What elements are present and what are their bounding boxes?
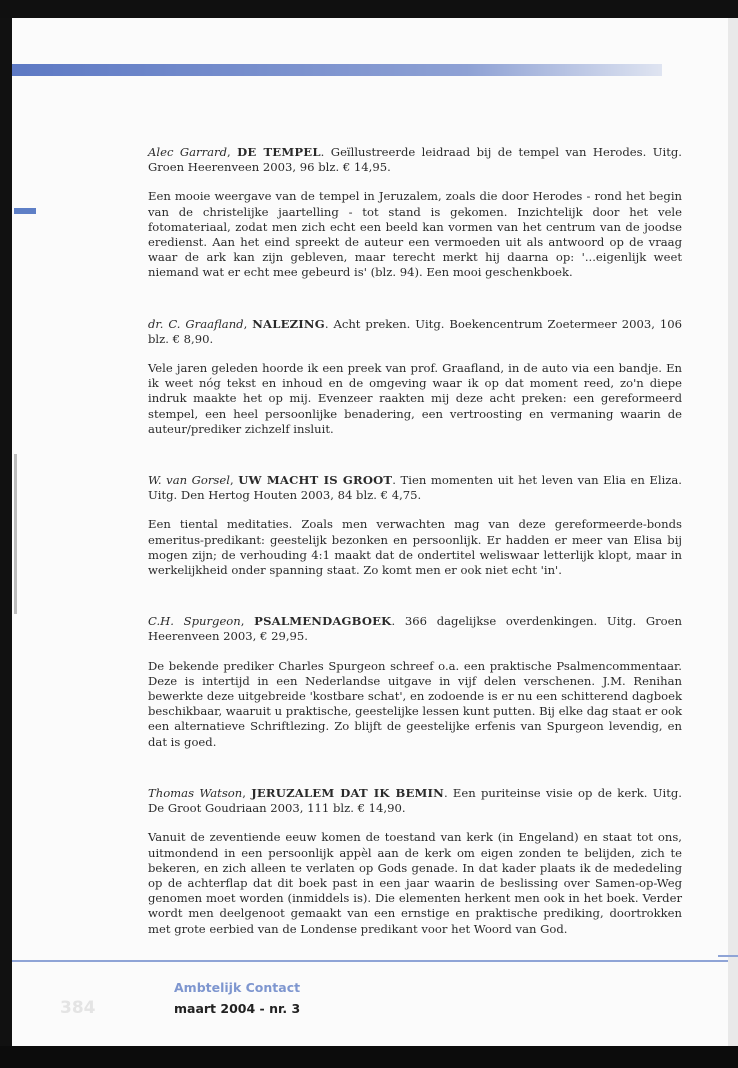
header-color-band [12, 64, 662, 76]
footer-rule-end [718, 955, 738, 957]
review-title: UW MACHT IS GROOT [238, 473, 393, 488]
review-heading: Alec Garrard, DE TEMPEL. Geïllustreerde leidraad bij de tempel van Herodes. Uitg. Groen Heerenveen 2003, 96 blz. € 14,95. [148, 145, 682, 175]
review-heading: Thomas Watson, JERUZALEM DAT IK BEMIN. Een puriteinse visie op de kerk. Uitg. De Groot Goudriaan 2003, 111 blz. € 14,90. [148, 785, 682, 816]
review-item [148, 473, 682, 578]
review-body: Vele jaren geleden hoorde ik een preek van prof. Graafland, in de auto via een bandje. En ik weet nóg tekst en inhoud en de omgeving waar ik op dat moment reed, zo'n diepe indruk maakte het op mij. Evenzeer raakten mij deze acht preken: een gereformeerd stempel, een heel persoonlijke benadering, een vertroosting en vermaning waarin de auteur/prediker zichzelf insluit. [148, 361, 682, 436]
review-details: . Een puriteinse visie op de kerk. Uitg. De Groot Goudriaan 2003, 111 blz. € 14,90. [148, 785, 682, 816]
review-title: PSALMENDAGBOEK [254, 614, 392, 629]
issue-label: maart 2004 - nr. 3 [174, 1001, 301, 1016]
review-details: . Geïllustreerde leidraad bij de tempel van Herodes. Uitg. Groen Heerenveen 2003, 96 blz. € 14,95. [148, 145, 682, 175]
review-title: NALEZING [252, 316, 325, 331]
review-heading: dr. C. Graafland, NALEZING. Acht preken. Uitg. Boekencentrum Zoetermeer 2003, 106 blz. € 8,90. [148, 316, 682, 346]
review-author: C.H. Spurgeon [148, 614, 241, 629]
review-item [148, 317, 682, 437]
review-author: Thomas Watson [148, 785, 243, 800]
review-body: De bekende prediker Charles Spurgeon schreef o.a. een praktische Psalmencommentaar. Deze is intertijd in een Nederlandse uitgave in vijf delen verschenen. J.M. Renihan bewerkte deze uitgebreide 'kostbare schat', en zodoende is er nu een schitterend dagboek beschikbaar, waaruit u praktische, geestelijke lessen kunt putten. Bij elke dag staat er ook een alternatieve Schriftlezing. Zo blijft de geestelijke erfenis van Spurgeon levendig, en dat is goed. [148, 658, 683, 749]
review-item [148, 614, 682, 750]
margin-blue-marker [14, 208, 36, 214]
review-author: dr. C. Graafland [148, 316, 244, 331]
review-body: Een tiental meditaties. Zoals men verwachten mag van deze gereformeerde-bonds emeritus-predikant: geestelijk bezonken en persoonlijk. Er hadden er meer van Elisa bij mogen zijn; de verhouding 4:1 maakt dat de ondertitel weliswaar letterlijk klopt, maar in werkelijkheid onder spanning staat. Zo komt men er ook niet echt 'in'. [148, 517, 682, 578]
scan-bottom-edge [0, 1046, 738, 1068]
review-title: JERUZALEM DAT IK BEMIN [251, 785, 444, 800]
review-item [148, 786, 682, 937]
review-author: Alec Garrard [148, 145, 228, 159]
magazine-page [12, 18, 728, 1046]
review-heading: C.H. Spurgeon, PSALMENDAGBOEK. 366 dagelijkse overdenkingen. Uitg. Groen Heerenveen 2003, € 29,95. [148, 614, 682, 644]
review-details: . Acht preken. Uitg. Boekencentrum Zoetermeer 2003, 106 blz. € 8,90. [148, 316, 682, 346]
review-title: DE TEMPEL [237, 145, 321, 159]
review-details: . Tien momenten uit het leven van Elia en Eliza. Uitg. Den Hertog Houten 2003, 84 blz. € 4,75. [148, 473, 682, 503]
review-body: Een mooie weergave van de tempel in Jeruzalem, zoals die door Herodes - rond het begin van de christelijke jaartelling - tot stand is gekomen. Inzichtelijk door het vele fotomateriaal, zodat men zich echt een beeld kan vormen van het centrum van de joodse eredienst. Aan het eind spreekt de auteur een vermoeden uit als antwoord op de vraag waar de ark kan zijn gebleven, maar terecht merkt hij daarna op: '...eigenlijk weet niemand wat er echt mee gebeurd is' (blz. 94). Een mooi geschenkboek. [148, 189, 682, 280]
review-details: . 366 dagelijkse overdenkingen. Uitg. Groen Heerenveen 2003, € 29,95. [148, 614, 682, 644]
review-item [148, 145, 682, 281]
scan-top-edge [0, 0, 738, 18]
book-reviews [148, 145, 682, 937]
review-body: Vanuit de zeventiende eeuw komen de toestand van kerk (in Engeland) en staat tot ons, uitmondend in een persoonlijk appèl aan de kerk om eigen zonden te belijden, zich te bekeren, en zich alleen te verlaten op Gods genade. In dat kader plaats ik de mededeling op de achterflap dat dit boek past in een jaar waarin de beslissing over Samen-op-Weg genomen moet worden (inmiddels is). Die elementen herkent men ook in het boek. Verder wordt men deelgenoot gemaakt van een ernstige en praktische prediking, doortrokken met grote eerbied van de Londense predikant voor het Woord van God. [148, 830, 682, 936]
scan-left-edge [0, 18, 12, 1048]
page-number: 384 [60, 998, 96, 1018]
margin-grey-marker [14, 454, 17, 614]
review-heading: W. van Gorsel, UW MACHT IS GROOT. Tien momenten uit het leven van Elia en Eliza. Uitg. Den Hertog Houten 2003, 84 blz. € 4,75. [148, 473, 682, 503]
magazine-name: Ambtelijk Contact [174, 980, 301, 995]
footer-rule [12, 960, 728, 962]
review-author: W. van Gorsel [148, 473, 230, 488]
